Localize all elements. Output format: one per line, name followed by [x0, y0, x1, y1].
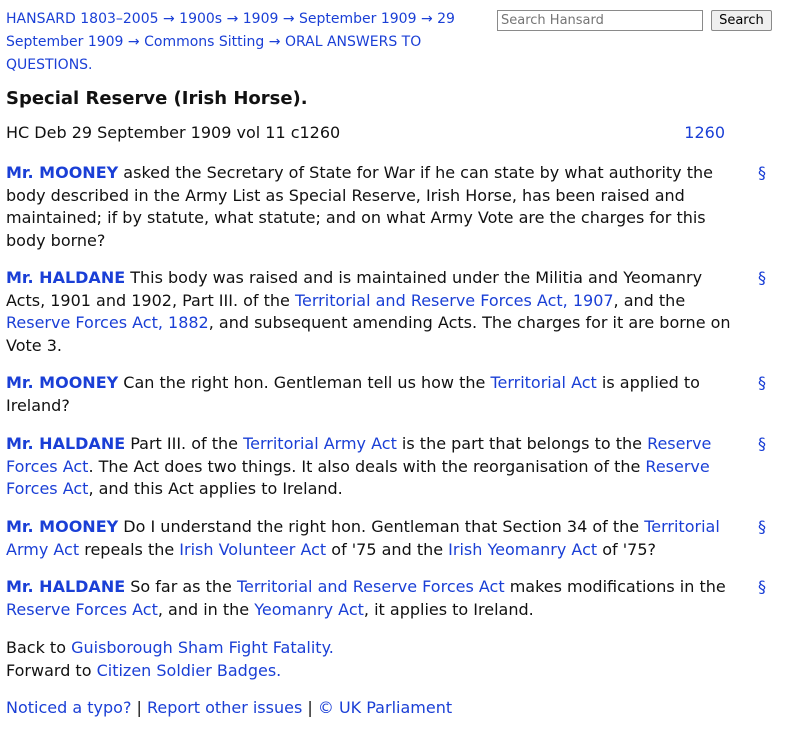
speech-text: Do I understand the right hon. Gentleman that Section 34 of the	[118, 517, 645, 536]
contribution-text	[6, 267, 746, 357]
act-link[interactable]: Reserve Forces Act	[6, 456, 710, 498]
footer	[6, 697, 452, 719]
act-link[interactable]: Territorial Act	[490, 373, 597, 392]
section-permalink[interactable]: §	[758, 268, 766, 287]
act-link[interactable]: Territorial and Reserve Forces Act, 1907	[294, 290, 614, 310]
section-navigation	[6, 637, 334, 682]
back-link[interactable]: Guisborough Sham Fight Fatality.	[71, 638, 334, 657]
speech-text: is applied to Ireland?	[6, 373, 700, 415]
contribution-text	[6, 576, 746, 621]
speech-text: repeals the	[79, 539, 180, 559]
speech-text: So far as the	[125, 577, 237, 596]
speech-text: is the part that belongs to the	[396, 434, 648, 453]
typo-link[interactable]: Noticed a typo?	[6, 698, 132, 717]
search-form	[497, 10, 772, 31]
breadcrumb-separator: →	[420, 11, 433, 27]
section-permalink[interactable]: §	[758, 373, 766, 392]
speech-text: , and this Act applies to Ireland.	[88, 479, 343, 498]
contribution-text	[6, 162, 746, 252]
debate-citation: HC Deb 29 September 1909 vol 11 c1260	[6, 123, 341, 142]
speech-text: of '75?	[597, 539, 656, 559]
debate-citation-row	[6, 123, 765, 142]
speech-text: , and the	[613, 290, 686, 310]
contribution	[6, 267, 766, 357]
breadcrumb-29-september-1909[interactable]: 29 September 1909	[6, 11, 455, 50]
breadcrumb-oral-answers[interactable]: ORAL ANSWERS TO QUESTIONS.	[6, 34, 422, 73]
breadcrumb-commons-sitting[interactable]: Commons Sitting	[144, 34, 265, 50]
speech-text: Part III. of the	[125, 434, 244, 453]
search-button[interactable]: Search	[711, 10, 772, 31]
contribution	[6, 516, 766, 561]
speaker-link[interactable]: Mr. MOONEY	[6, 517, 119, 536]
forward-row	[6, 660, 334, 683]
section-permalink[interactable]: §	[758, 517, 766, 536]
copyright-link[interactable]: © UK Parliament	[317, 698, 453, 717]
speech-text: , and subsequent amending Acts. The charges for it are borne on Vote 3.	[6, 313, 731, 355]
act-link[interactable]: Territorial and Reserve Forces Act	[236, 577, 505, 596]
back-prefix: Back to	[6, 638, 72, 657]
contribution	[6, 162, 766, 252]
section-permalink[interactable]: §	[758, 577, 766, 596]
act-link[interactable]: Territorial Army Act	[243, 434, 397, 453]
act-link[interactable]: Irish Yeomanry Act	[448, 539, 598, 559]
breadcrumb-september-1909[interactable]: September 1909	[299, 11, 417, 27]
contribution	[6, 372, 766, 417]
act-link[interactable]: Reserve Forces Act	[6, 599, 158, 619]
act-link[interactable]: Reserve Forces Act	[6, 434, 712, 476]
contribution	[6, 433, 766, 501]
forward-link[interactable]: Citizen Soldier Badges.	[96, 660, 282, 680]
act-link[interactable]: Irish Volunteer Act	[179, 539, 327, 559]
contribution-text	[6, 433, 746, 501]
speech-text: , it applies to Ireland.	[363, 599, 534, 619]
speaker-link[interactable]: Mr. HALDANE	[6, 577, 126, 596]
section-permalink[interactable]: §	[758, 163, 766, 182]
speech-text: asked the Secretary of State for War if he can state by what authority the body described in the Army List as Special Reserve, Irish Horse, has been raised and maintained; if by statute, what statute; and on what Army Vote are the charges for this body borne?	[6, 163, 713, 250]
act-link[interactable]: Yeomanry Act	[254, 599, 364, 619]
contribution-text	[6, 372, 746, 417]
act-link[interactable]: Territorial Army Act	[6, 517, 720, 559]
footer-separator: |	[136, 698, 142, 717]
breadcrumb	[6, 8, 476, 77]
speech-text: makes modifications in the	[504, 577, 726, 596]
act-link[interactable]: Reserve Forces Act, 1882	[6, 313, 209, 332]
speaker-link[interactable]: Mr. MOONEY	[6, 163, 119, 182]
page-title: Special Reserve (Irish Horse).	[6, 88, 308, 109]
search-input[interactable]	[497, 10, 703, 31]
speaker-link[interactable]: Mr. HALDANE	[6, 434, 126, 453]
footer-separator: |	[307, 698, 313, 717]
breadcrumb-separator: →	[162, 11, 175, 27]
breadcrumb-1909[interactable]: 1909	[242, 11, 279, 27]
speaker-link[interactable]: Mr. MOONEY	[6, 373, 119, 392]
section-permalink[interactable]: §	[758, 434, 766, 453]
contribution	[6, 576, 766, 621]
breadcrumb-hansard[interactable]: HANSARD 1803–2005	[6, 11, 159, 27]
speech-text: , and in the	[157, 599, 255, 619]
report-issues-link[interactable]: Report other issues	[147, 698, 303, 717]
speaker-link[interactable]: Mr. HALDANE	[6, 268, 126, 287]
column-number-link[interactable]: 1260	[684, 123, 725, 142]
speech-text: Can the right hon. Gentleman tell us how the	[118, 373, 491, 392]
breadcrumb-separator: →	[268, 34, 281, 50]
speech-text: . The Act does two things. It also deals with the reorganisation of the	[88, 456, 646, 476]
speech-text: of '75 and the	[326, 539, 449, 559]
breadcrumb-separator: →	[282, 11, 295, 27]
breadcrumb-separator: →	[127, 34, 140, 50]
contribution-text	[6, 516, 746, 561]
breadcrumb-1900s[interactable]: 1900s	[179, 11, 223, 27]
breadcrumb-separator: →	[226, 11, 239, 27]
forward-prefix: Forward to	[6, 660, 97, 680]
speech-text: This body was raised and is maintained under the Militia and Yeomanry Acts, 1901 and 1902, Part III. of the	[6, 268, 703, 310]
back-row	[6, 637, 334, 660]
